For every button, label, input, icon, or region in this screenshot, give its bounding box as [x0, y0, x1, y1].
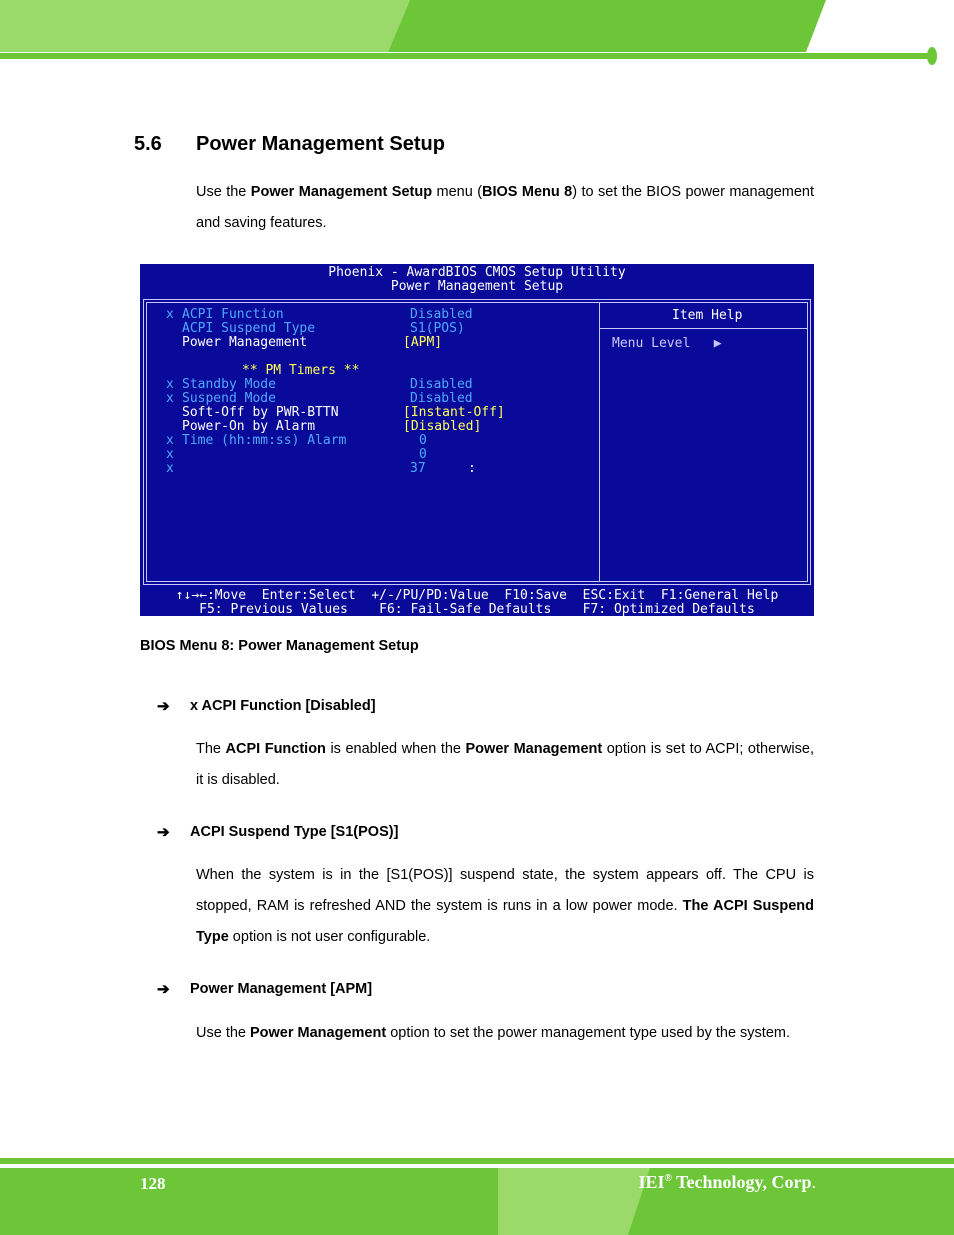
option-heading-acpi-suspend-type: ACPI Suspend Type [S1(POS)]: [190, 824, 399, 840]
bios-value-soft-off[interactable]: [Instant-Off]: [403, 405, 505, 420]
bios-pm-timers-header: ** PM Timers **: [242, 363, 360, 378]
bios-title: Phoenix - AwardBIOS CMOS Setup Utility: [328, 265, 626, 280]
bios-screen: [140, 264, 814, 616]
bios-item-mark: x: [166, 391, 174, 406]
bios-item-mark: x: [166, 447, 174, 462]
option-heading-power-management: Power Management [APM]: [190, 981, 373, 997]
section-title: Power Management Setup: [196, 133, 445, 155]
bios-divider: [599, 302, 600, 581]
bios-value-standby-mode: Disabled: [410, 377, 473, 392]
bios-value-alarm-hour: 0: [419, 433, 427, 448]
bios-value-acpi-suspend-type: S1(POS): [410, 321, 465, 336]
bios-value-alarm-second: 37: [410, 461, 426, 476]
bios-item-mark: x: [166, 461, 174, 476]
triangle-right-icon: ▶: [713, 336, 722, 351]
bios-item-soft-off[interactable]: Soft-Off by PWR-BTTN: [182, 405, 339, 420]
intro-paragraph: Use the Power Management Setup menu (BIOS Menu 8) to set the BIOS power management and saving features.: [196, 184, 814, 231]
option-heading-acpi-function: x ACPI Function [Disabled]: [190, 698, 376, 714]
bios-key-help-line2: F5: Previous Values F6: Fail-Safe Defaults F7: Optimized Defaults: [199, 602, 755, 617]
bios-help-separator: [600, 328, 807, 329]
option-desc-power-management: Use the Power Management option to set the power management type used by the system.: [196, 1025, 790, 1041]
header-banner: [0, 0, 954, 70]
bios-value-power-on-alarm[interactable]: [Disabled]: [403, 419, 482, 434]
bios-item-acpi-suspend-type: ACPI Suspend Type: [182, 321, 316, 336]
bios-value-suspend-mode: Disabled: [410, 391, 473, 406]
section-number: 5.6: [134, 133, 162, 155]
option-desc-acpi-suspend-type: When the system is in the [S1(POS)] suspend state, the system appears off. The CPU is stopped, RAM is refreshed AND the system is runs in a low power mode. The ACPI Suspend Type option is not user configurable.: [196, 867, 814, 945]
bios-item-standby-mode: Standby Mode: [182, 377, 276, 392]
arrow-right-icon: ➔: [157, 698, 170, 715]
figure-caption: BIOS Menu 8: Power Management Setup: [140, 638, 419, 654]
bios-colon: :: [468, 461, 476, 476]
bios-key-help-line1: ↑↓→←:Move Enter:Select +/-/PU/PD:Value F10:Save ESC:Exit F1:General Help: [175, 588, 779, 603]
company-name: IEI® Technology, Corp.: [638, 1172, 816, 1192]
bios-value-acpi-function: Disabled: [410, 307, 473, 322]
bios-value-power-management[interactable]: [APM]: [403, 335, 443, 350]
option-desc-acpi-function: The ACPI Function is enabled when the Power Management option is set to ACPI; otherwise, it is disabled.: [196, 741, 814, 788]
bios-item-mark: x: [166, 377, 174, 392]
arrow-right-icon: ➔: [157, 981, 170, 998]
arrow-right-icon: ➔: [157, 824, 170, 841]
bios-item-help-title: Item Help: [672, 308, 743, 323]
bios-item-mark: x: [166, 307, 174, 322]
bios-item-suspend-mode: Suspend Mode: [182, 391, 276, 406]
bios-item-mark: x: [166, 433, 174, 448]
page-number: 128: [140, 1174, 166, 1193]
bios-item-power-management[interactable]: Power Management: [182, 335, 308, 350]
footer-banner: [0, 1158, 954, 1235]
bios-subtitle: Power Management Setup: [390, 279, 564, 294]
bios-item-acpi-function: ACPI Function: [182, 307, 284, 322]
bios-value-alarm-minute: 0: [419, 447, 427, 462]
bios-item-power-on-alarm[interactable]: Power-On by Alarm: [182, 419, 316, 434]
bios-menu-level: Menu Level ▶: [612, 336, 722, 351]
bios-item-time-alarm: Time (hh:mm:ss) Alarm: [182, 433, 347, 448]
